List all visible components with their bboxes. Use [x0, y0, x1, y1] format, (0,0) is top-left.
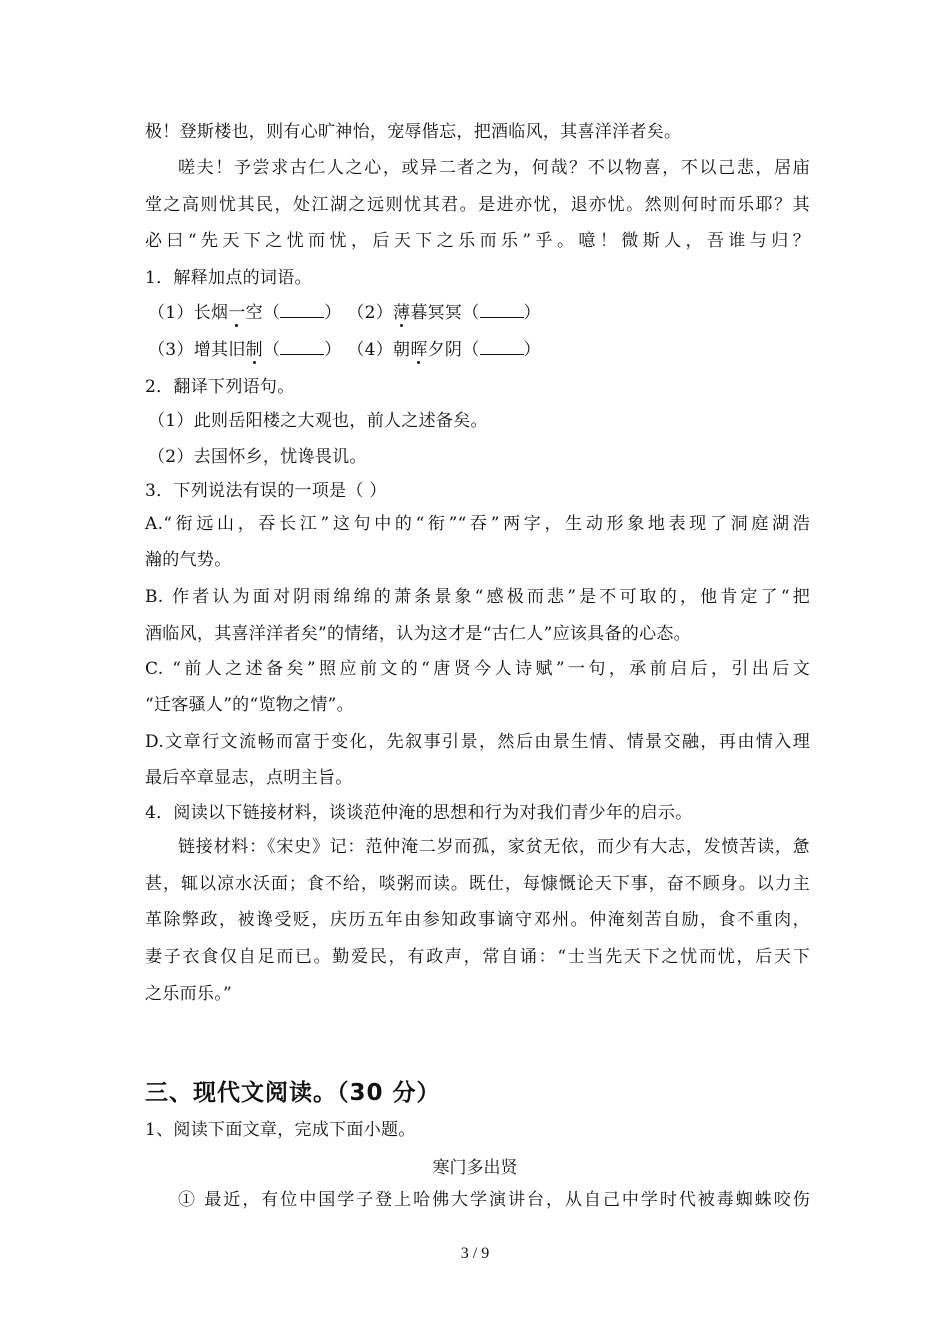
- material-line: 链接材料：《宋史》记：范仲淹二岁而孤，家贫无依，而少有大志，发愤苦读，惫: [178, 837, 810, 857]
- passage-line: 必曰“先天下之忧而忧，后天下之乐而乐”乎。噫！微斯人，吾谁与归？: [145, 231, 810, 251]
- material-line: 之乐而乐。”: [145, 984, 232, 1004]
- question-1-row: （1）长烟一空（ ） （2）薄暮冥冥（ ）: [148, 303, 541, 323]
- passage-line: 极！登斯楼也，则有心旷神怡，宠辱偕忘，把酒临风，其喜洋洋者矣。: [145, 122, 682, 142]
- option-a-cont: 瀚的气势。: [145, 550, 232, 570]
- answer-blank[interactable]: [480, 340, 524, 355]
- option-b: B. 作者认为面对阴雨绵绵的萧条景象“感极而悲”是不可取的，他肯定了“把: [145, 587, 810, 607]
- question-4-title: 4．阅读以下链接材料，谈谈范仲淹的思想和行为对我们青少年的启示。: [145, 803, 693, 823]
- dotted-word: 晖: [410, 340, 428, 360]
- option-a: A.“衔远山，吞长江”这句中的“衔”“吞”两字，生动形象地表现了洞庭湖浩: [145, 514, 810, 534]
- question-2-title: 2．翻译下列语句。: [145, 377, 295, 397]
- question-2-item: （1）此则岳阳楼之大观也，前人之述备矣。: [148, 411, 488, 431]
- dotted-word: 制: [245, 340, 263, 360]
- dotted-word: 薄: [393, 303, 411, 323]
- material-line: 甚，辄以凉水沃面；食不给，啖粥而读。既仕，每慷慨论天下事，奋不顾身。以力主: [145, 874, 810, 894]
- option-c: C. “前人之述备矣”照应前文的“唐贤今人诗赋”一句，承前启后，引出后文: [145, 659, 810, 679]
- section-heading: 三、现代文阅读。（30 分）: [145, 1080, 441, 1106]
- question-3-title: 3．下列说法有误的一项是（ ）: [145, 481, 387, 501]
- option-d: D.文章行文流畅而富于变化，先叙事引景，然后由景生情、情景交融，再由情入理: [145, 732, 810, 752]
- option-c-cont: “迁客骚人”的“览物之情”。: [145, 695, 354, 715]
- article-title: 寒门多出贤: [432, 1158, 518, 1178]
- answer-blank[interactable]: [280, 303, 324, 318]
- question-1-title: 1．解释加点的词语。: [145, 268, 312, 288]
- section-3-question: 1、阅读下面文章，完成下面小题。: [145, 1120, 416, 1140]
- option-b-cont: 酒临风，其喜洋洋者矣”的情绪，认为这才是“古仁人”应该具备的心态。: [145, 624, 691, 644]
- page-number: 3 / 9: [460, 1245, 490, 1262]
- option-d-cont: 最后卒章显志，点明主旨。: [145, 768, 353, 788]
- question-2-item: （2）去国怀乡，忧谗畏讥。: [148, 447, 367, 467]
- question-1-row: （3）增其旧制（ ） （4）朝晖夕阴（ ）: [148, 340, 541, 360]
- answer-blank[interactable]: [280, 340, 324, 355]
- passage-line: 嗟夫！予尝求古仁人之心，或异二者之为，何哉？不以物喜，不以己悲，居庙: [178, 158, 810, 178]
- dotted-word: 一: [228, 303, 246, 323]
- answer-blank[interactable]: [480, 303, 524, 318]
- material-line: 革除弊政，被谗受贬，庆历五年由参知政事谪守邓州。仲淹刻苦自励，食不重肉，: [145, 910, 810, 930]
- material-line: 妻子衣食仅自足而已。勤爱民，有政声，常自诵：“士当先天下之忧而忧，后天下: [145, 947, 810, 967]
- passage-line: 堂之高则忧其民，处江湖之远则忧其君。是进亦忧，退亦忧。然则何时而乐耶？其: [145, 195, 810, 215]
- article-first-line: ① 最近，有位中国学子登上哈佛大学演讲台，从自己中学时代被毒蜘蛛咬伤: [178, 1190, 810, 1210]
